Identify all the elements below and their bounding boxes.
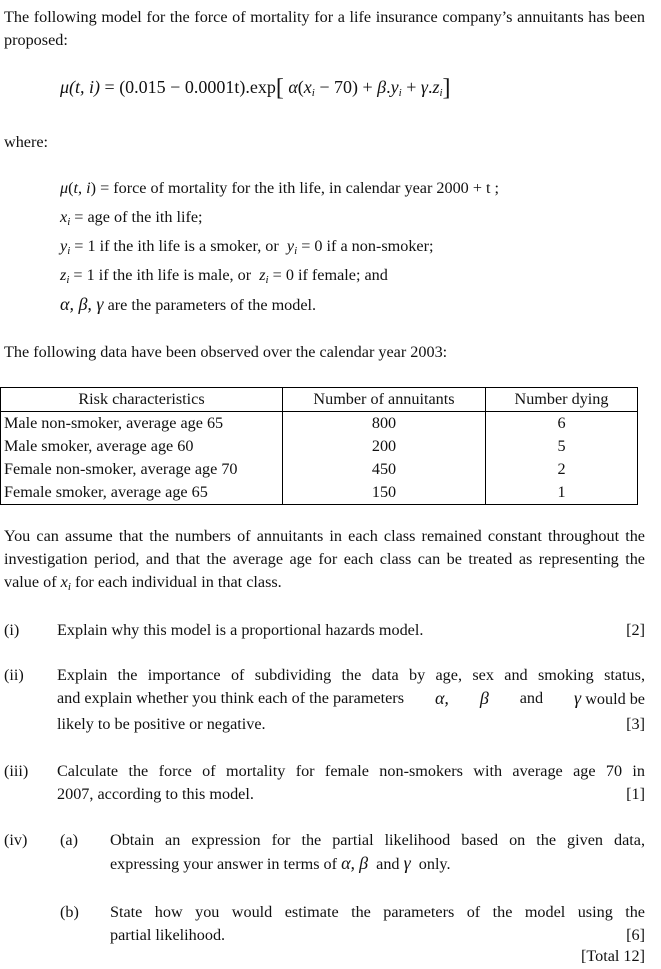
risk-table	[0, 387, 638, 505]
cell-dying: 1	[486, 481, 638, 505]
def-params: α, β, γ are the parameters of the model.	[60, 294, 317, 314]
table-header-row	[1, 388, 638, 412]
cell-annuitants: 800	[283, 412, 486, 436]
q2-number: (ii)	[4, 666, 24, 684]
table-row	[1, 412, 638, 436]
q4a-line1: Obtain an expression for the partial likelihood based on the given data,	[110, 831, 645, 849]
def-mu: μ(t, i) = force of mortality for the ith life, in calendar year 2000 + t ;	[60, 179, 500, 197]
q2-alpha: α,	[434, 688, 449, 708]
assumption-text: You can assume that the numbers of annuitants in each class remained constant throughout the investigation period, and that the average age for each class can be treated as representing the value of	[4, 527, 645, 591]
q4-marks: [6]	[626, 926, 645, 944]
hazard-formula: μ(t, i) = (0.015 − 0.0001t).exp[ $\alpha(x_i - 70) + \beta.y_i + \gamma.z_i$]	[60, 75, 451, 101]
formula-exp: exp	[249, 77, 276, 97]
cell-annuitants: 450	[283, 458, 486, 481]
definitions-list	[60, 174, 499, 319]
formula-gamma: γ	[420, 77, 428, 97]
q2-line2-text: and explain whether you think each of the parameters	[57, 689, 404, 707]
q3-number: (iii)	[4, 762, 29, 780]
q1-text: Explain why this model is a proportional hazards model.	[57, 621, 424, 639]
cell-dying: 5	[486, 435, 638, 458]
intro-text: The following model for the force of mortality for a life insurance company’s annuitants has been proposed:	[4, 8, 645, 49]
assumption-text-end: for each individual in that class.	[74, 573, 282, 591]
cell-annuitants: 150	[283, 481, 486, 505]
q2-line2-end: would be	[585, 690, 645, 708]
def-z: $z_i = 1$ if the ith life is male, or $z_i = 0$ if female; and	[60, 266, 388, 286]
formula-minus70: − 70	[314, 77, 352, 97]
q3-line2: 2007, according to this model.	[57, 785, 254, 803]
q2-line1: Explain the importance of subdividing the data by age, sex and smoking status,	[57, 666, 645, 684]
table-row	[1, 435, 638, 458]
col-annuitants: Number of annuitants	[283, 388, 486, 412]
table-row	[1, 458, 638, 481]
q1-marks: [2]	[626, 621, 645, 639]
cell-risk: Female smoker, average age 65	[1, 481, 283, 505]
q1-number: (i)	[4, 621, 20, 639]
q2-beta: β	[479, 688, 489, 708]
formula-x-sub: i	[311, 87, 315, 99]
q4a-line2-text: expressing your answer in terms of	[110, 855, 338, 873]
assumption-symbol: x	[60, 573, 68, 591]
formula-coefficient: (0.015 − 0.0001t)	[119, 77, 246, 97]
q4a-beta: β	[359, 853, 369, 873]
q4a-alpha: α,	[341, 853, 356, 873]
q4b-line2: partial likelihood.	[110, 926, 226, 944]
q4a-label: (a)	[60, 831, 78, 849]
formula-y: y	[390, 77, 399, 97]
q2-line2	[57, 687, 645, 711]
where-label: where:	[4, 133, 49, 151]
q4-number: (iv)	[4, 831, 28, 849]
cell-dying: 6	[486, 412, 638, 436]
q2-marks: [3]	[626, 715, 645, 733]
q3-line1: Calculate the force of mortality for female non-smokers with average age 70 in	[57, 762, 645, 780]
q4b-line1: State how you would estimate the parameters of the model using the	[110, 903, 645, 921]
q4a-line2	[110, 852, 645, 876]
formula-lhs: μ(t, i)	[60, 77, 101, 97]
col-risk: Risk characteristics	[1, 388, 283, 412]
formula-x: x	[303, 77, 312, 97]
q4a-and: and	[376, 855, 400, 873]
cell-dying: 2	[486, 458, 638, 481]
table-row	[1, 481, 638, 505]
q2-line3: likely to be positive or negative.	[57, 715, 266, 733]
q3-marks: [1]	[626, 785, 645, 803]
col-dying: Number dying	[486, 388, 638, 412]
formula-alpha: α	[288, 77, 298, 97]
formula-beta: β	[377, 77, 387, 97]
cell-risk: Male smoker, average age 60	[1, 435, 283, 458]
q4b-label: (b)	[60, 903, 79, 921]
cell-risk: Male non-smoker, average age 65	[1, 412, 283, 436]
q4a-only: only.	[418, 855, 451, 873]
formula-z: z	[432, 77, 440, 97]
def-y: $y_i = 1$ if the ith life is a smoker, or $y_i = 0$ if a non-smoker;	[60, 237, 434, 257]
q2-gamma: γ	[574, 688, 582, 708]
assumption-symbol-sub: i	[67, 581, 71, 593]
def-x: $x_i$ = age of the ith life;	[60, 208, 203, 228]
formula-z-sub: i	[439, 87, 443, 99]
formula-y-sub: i	[398, 87, 402, 99]
q2-and: and	[519, 689, 544, 707]
cell-risk: Female non-smoker, average age 70	[1, 458, 283, 481]
cell-annuitants: 200	[283, 435, 486, 458]
q4a-gamma: γ	[403, 853, 411, 873]
total-marks: [Total 12]	[580, 947, 645, 965]
data-intro: The following data have been observed over the calendar year 2003:	[4, 343, 448, 361]
intro-paragraph	[4, 6, 645, 52]
assumption-paragraph	[4, 525, 645, 594]
